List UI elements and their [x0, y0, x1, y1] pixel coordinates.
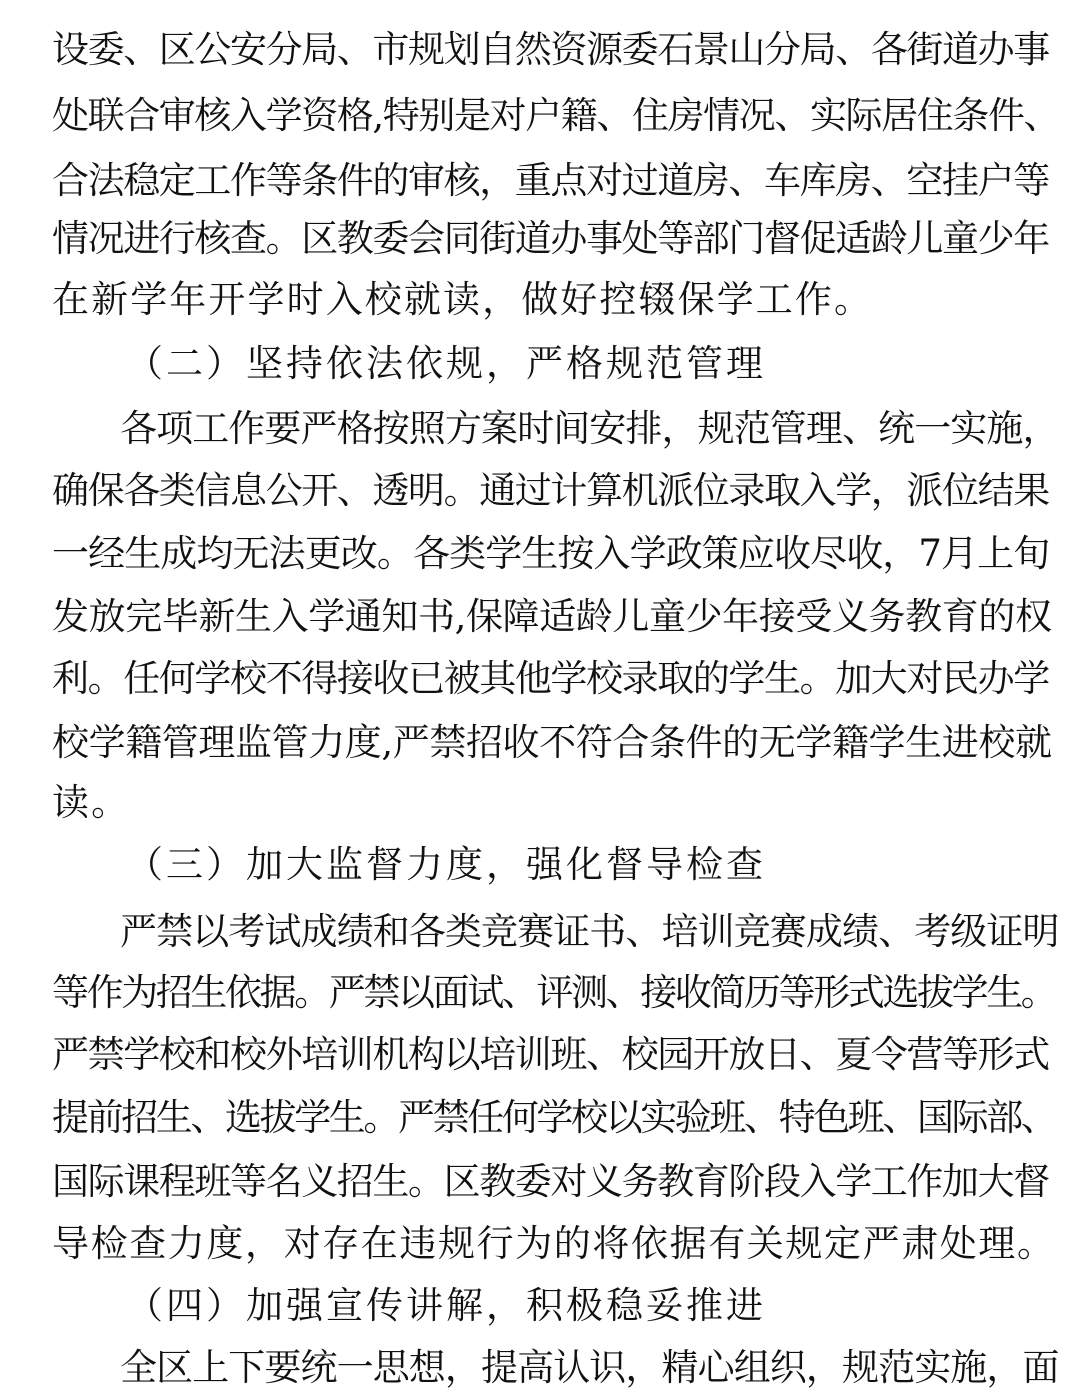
paragraph-line: 导检查力度，对存在违规行为的将依据有关规定严肃处理。: [52, 1222, 1056, 1265]
paragraph-line: 在新学年开学时入校就读，做好控辍保学工作。: [52, 278, 874, 321]
paragraph-line: 合法稳定工作等条件的审核，重点对过道房、车库房、空挂户等: [52, 159, 1049, 202]
paragraph-line: 处联合审核入学资格,特别是对户籍、住房情况、实际居住条件、: [52, 94, 1060, 137]
paragraph-line: 设委、区公安分局、市规划自然资源委石景山分局、各街道办事: [52, 28, 1049, 71]
section-heading-3: （三）加大监督力度，强化督导检查: [126, 843, 766, 886]
paragraph-line: 读。: [52, 781, 131, 824]
paragraph-line: 一经生成均无法更改。各类学生按入学政策应收尽收，7月上旬: [52, 532, 1050, 575]
paragraph-line: 国际课程班等名义招生。区教委对义务教育阶段入学工作加大督: [52, 1160, 1049, 1203]
paragraph-line: 发放完毕新生入学通知书,保障适龄儿童少年接受义务教育的权: [52, 595, 1052, 638]
paragraph-line: 校学籍管理监管力度,严禁招收不符合条件的无学籍学生进校就: [52, 721, 1052, 764]
paragraph-line: 严禁学校和校外培训机构以培训班、校园开放日、夏令营等形式: [52, 1033, 1049, 1076]
paragraph-line: 利。任何学校不得接收已被其他学校录取的学生。加大对民办学: [52, 657, 1049, 700]
paragraph-line: 确保各类信息公开、透明。通过计算机派位录取入学，派位结果: [52, 469, 1049, 512]
section-heading-2: （二）坚持依法依规，严格规范管理: [126, 342, 766, 385]
paragraph-line: 等作为招生依据。严禁以面试、评测、接收简历等形式选拔学生。: [52, 971, 1056, 1014]
paragraph-line: 提前招生、选拔学生。严禁任何学校以实验班、特色班、国际部、: [52, 1096, 1056, 1139]
paragraph-line: 全区上下要统一思想，提高认识，精心组织，规范实施，面: [120, 1346, 1059, 1389]
paragraph-line: 各项工作要严格按照方案时间安排，规范管理、统一实施，: [120, 407, 1059, 450]
paragraph-line: 严禁以考试成绩和各类竞赛证书、培训竞赛成绩、考级证明: [120, 910, 1059, 953]
paragraph-line: 情况进行核查。区教委会同街道办事处等部门督促适龄儿童少年: [52, 217, 1049, 260]
section-heading-4: （四）加强宣传讲解，积极稳妥推进: [126, 1284, 766, 1327]
